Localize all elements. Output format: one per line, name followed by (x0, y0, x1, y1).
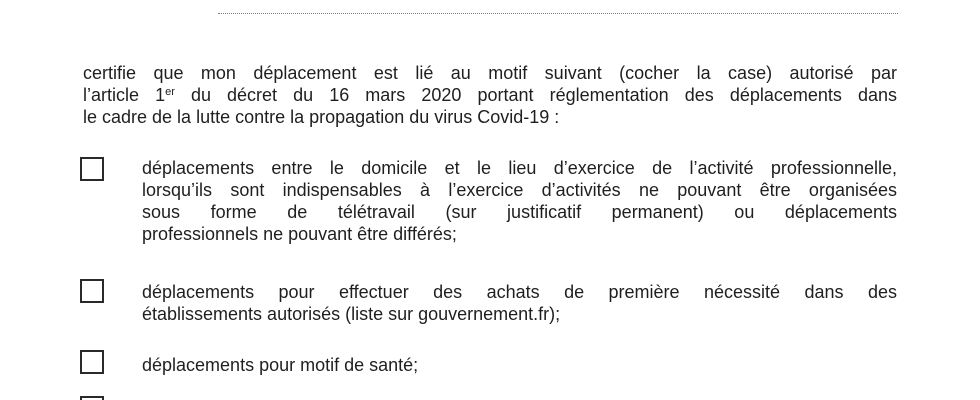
item-health-reasons (142, 354, 897, 376)
intro-line-2-start: l’article 1 (83, 85, 166, 105)
checkbox-essential-purchases[interactable] (80, 279, 104, 303)
item-line: lorsqu’ils sont indispensables à l’exercice d’activités ne pouvant être organisées (142, 180, 897, 200)
item-line: déplacements entre le domicile et le lieu d’exercice de l’activité professionnelle, (142, 158, 897, 178)
checkbox-professional-travel[interactable] (80, 157, 104, 181)
item-line: déplacements pour motif de santé; (142, 355, 419, 375)
item-line: professionnels ne pouvant être différés; (142, 224, 457, 244)
checkbox-next-partial[interactable] (80, 396, 104, 400)
intro-paragraph (83, 62, 897, 128)
checkbox-health-reasons[interactable] (80, 350, 104, 374)
item-line: sous forme de télétravail (sur justificatif permanent) ou déplacements (142, 202, 897, 222)
item-line: établissements autorisés (liste sur gouvernement.fr); (142, 304, 561, 324)
item-essential-purchases (142, 281, 897, 325)
signature-dotted-line (218, 13, 898, 14)
item-professional-travel (142, 157, 897, 245)
ordinal-superscript: er (165, 86, 175, 98)
item-line: déplacements pour effectuer des achats de première nécessité dans des (142, 282, 897, 302)
intro-line-3: le cadre de la lutte contre la propagation du virus Covid-19 : (83, 107, 560, 127)
intro-line-1: certifie que mon déplacement est lié au motif suivant (cocher la case) autorisé par (83, 63, 897, 83)
intro-line-2-end: du décret du 16 mars 2020 portant réglementation des déplacements dans (174, 85, 897, 105)
intro-line-2 (83, 84, 897, 106)
